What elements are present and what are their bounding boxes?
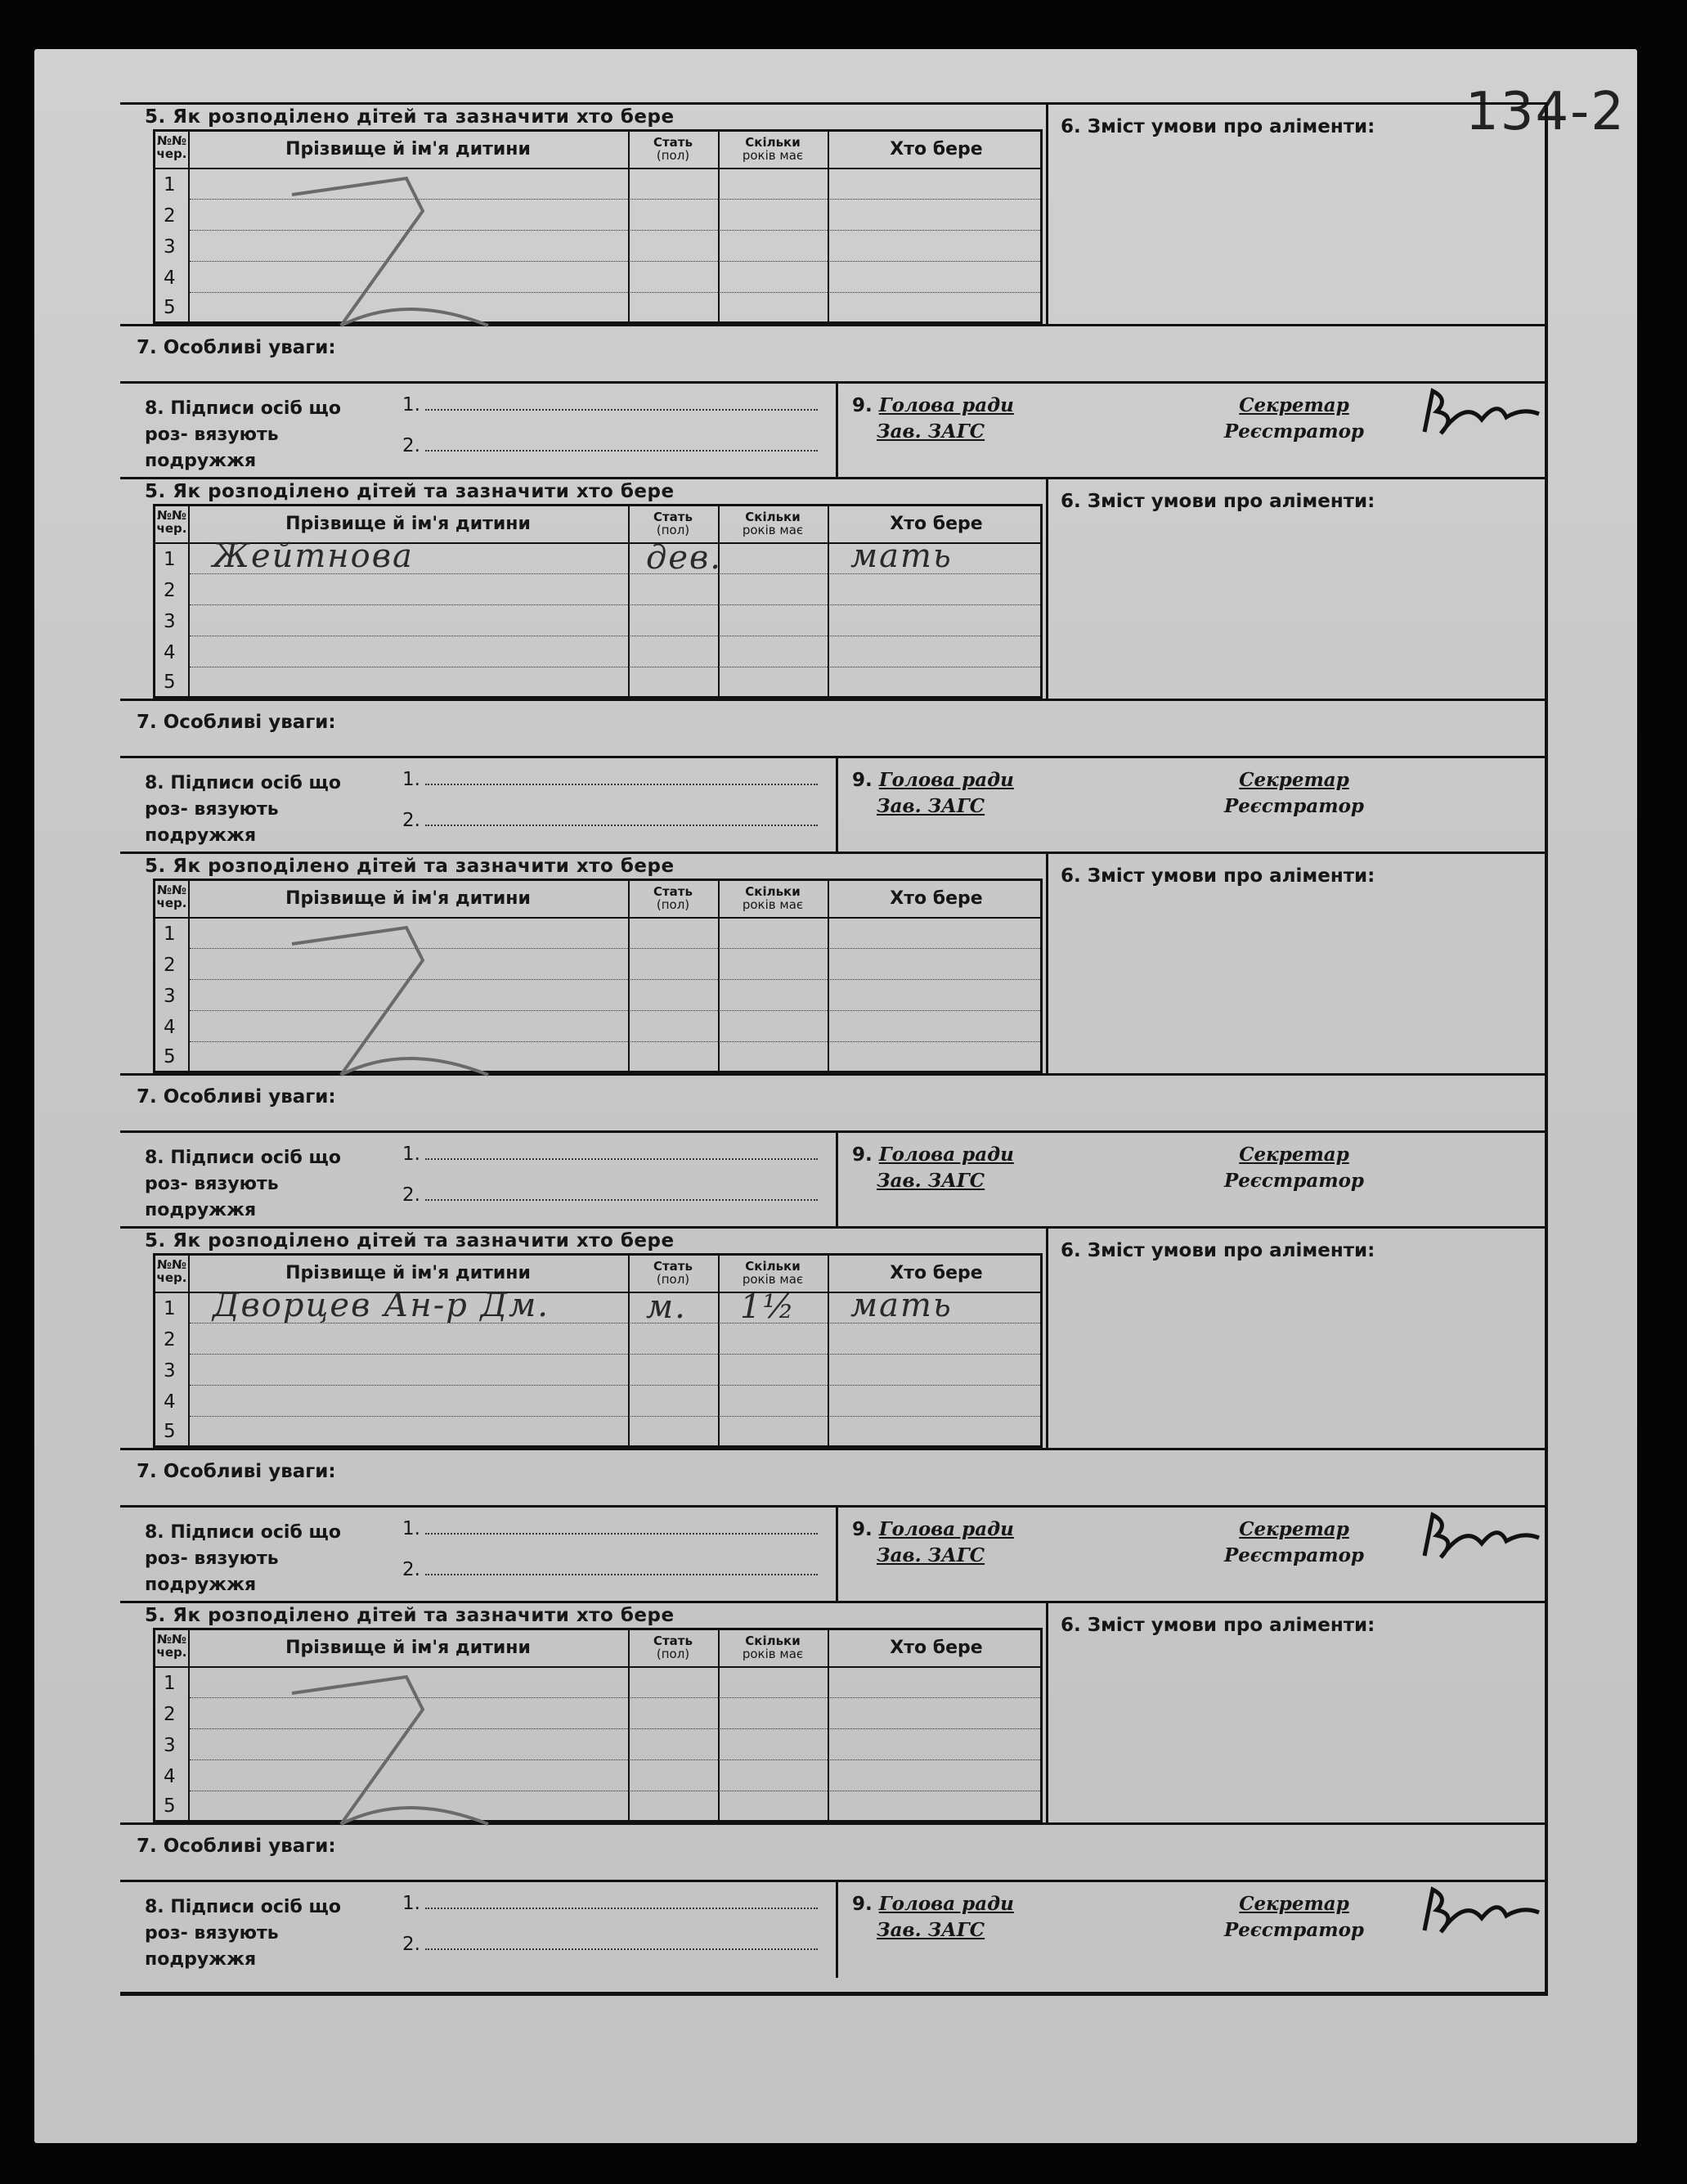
handwritten-signature: [1416, 1881, 1547, 1947]
handwritten-child-name: Дворцев Ан-р Дм.: [213, 1287, 550, 1324]
handwritten-signature: [1416, 383, 1547, 448]
column-header-who-takes: Хто бере: [890, 1638, 983, 1658]
cross-out-mark: [243, 911, 652, 1091]
signature-line-2: 2.: [402, 1934, 836, 1955]
row-number: 3: [164, 236, 176, 258]
signature-line-1: 1.: [402, 1518, 836, 1539]
column-header-number: №№ чер.: [156, 133, 187, 161]
divorce-record-4: [120, 1226, 1545, 1601]
column-header-age: Скільки років має: [742, 1259, 804, 1287]
handwritten-child-sex: дев.: [646, 539, 723, 577]
column-header-sex: Стать (пол): [653, 1259, 693, 1287]
secretary-registrar: Секретар Реєстратор: [1224, 394, 1365, 443]
handwritten-who-takes: мать: [850, 537, 953, 575]
signature-line-2: 2.: [402, 435, 836, 456]
divorce-register-form: [120, 102, 1548, 1996]
column-header-who-takes: Хто бере: [890, 1263, 983, 1283]
section-7-remarks: 7. Особливі уваги:: [137, 337, 336, 358]
column-header-sex: Стать (пол): [653, 884, 693, 912]
row-number: 3: [164, 1735, 176, 1756]
column-header-age: Скільки років має: [742, 135, 804, 163]
row-number: 5: [164, 672, 176, 693]
row-number: 2: [164, 955, 176, 976]
row-number: 4: [164, 267, 176, 289]
signature-line-1: 1.: [402, 769, 836, 790]
section-7-remarks: 7. Особливі уваги:: [137, 1836, 336, 1857]
divorce-record-3: [120, 852, 1545, 1226]
column-header-sex: Стать (пол): [653, 510, 693, 537]
section-8-signatures-label: 8. Підписи осіб що роз- вязують подружжя: [145, 398, 341, 471]
row-number: 3: [164, 611, 176, 632]
column-header-who-takes: Хто бере: [890, 514, 983, 534]
section-5-title: 5. Як розподілено дітей та зазначити хто бере: [145, 856, 675, 877]
row-number: 4: [164, 642, 176, 663]
signature-line-1: 1.: [402, 1144, 836, 1165]
children-table: [153, 504, 1043, 699]
section-6-alimony: 6. Зміст умови про аліменти:: [1061, 116, 1375, 137]
cross-out-mark: [243, 162, 652, 342]
row-number: 2: [164, 1329, 176, 1350]
row-number: 2: [164, 580, 176, 601]
secretary-registrar: Секретар Реєстратор: [1224, 1518, 1365, 1567]
section-5-title: 5. Як розподілено дітей та зазначити хто бере: [145, 106, 675, 128]
column-header-number: №№ чер.: [156, 1632, 187, 1660]
section-9-chairman: 9. Голова ради Зав. ЗАГС: [852, 1893, 1014, 1942]
handwritten-child-name: Жейтнова: [213, 537, 414, 575]
column-header-age: Скільки років має: [742, 884, 804, 912]
secretary-registrar: Секретар Реєстратор: [1224, 1893, 1365, 1942]
column-header-number: №№ чер.: [156, 883, 187, 910]
row-number: 5: [164, 297, 176, 318]
handwritten-signature: [1416, 1507, 1547, 1572]
section-8-signatures-label: 8. Підписи осіб що роз- вязують подружжя: [145, 1897, 341, 1970]
section-9-chairman: 9. Голова ради Зав. ЗАГС: [852, 1144, 1014, 1193]
section-6-alimony: 6. Зміст умови про аліменти:: [1061, 1240, 1375, 1261]
row-number: 2: [164, 205, 176, 227]
page-number: 134-2: [1465, 82, 1626, 142]
column-header-number: №№ чер.: [156, 1257, 187, 1285]
row-number: 2: [164, 1704, 176, 1725]
signature-line-2: 2.: [402, 810, 836, 831]
section-7-remarks: 7. Особливі уваги:: [137, 712, 336, 733]
column-header-who-takes: Хто бере: [890, 888, 983, 909]
signature-line-1: 1.: [402, 1893, 836, 1914]
column-header-sex: Стать (пол): [653, 135, 693, 163]
handwritten-child-sex: м.: [646, 1288, 687, 1326]
handwritten-who-takes: мать: [850, 1287, 953, 1324]
row-number: 4: [164, 1391, 176, 1413]
divorce-record-5: [120, 1601, 1545, 1975]
secretary-registrar: Секретар Реєстратор: [1224, 769, 1365, 818]
signature-line-1: 1.: [402, 394, 836, 416]
section-8-signatures-label: 8. Підписи осіб що роз- вязують подружжя: [145, 1148, 341, 1220]
row-number: 3: [164, 1360, 176, 1382]
row-number: 1: [164, 174, 176, 195]
section-7-remarks: 7. Особливі уваги:: [137, 1461, 336, 1482]
row-number: 3: [164, 986, 176, 1007]
column-header-age: Скільки років має: [742, 510, 804, 537]
column-header-sex: Стать (пол): [653, 1634, 693, 1661]
column-header-number: №№ чер.: [156, 508, 187, 536]
section-8-signatures-label: 8. Підписи осіб що роз- вязують подружжя: [145, 1522, 341, 1595]
row-number: 1: [164, 549, 176, 570]
section-8-signatures-label: 8. Підписи осіб що роз- вязують подружжя: [145, 773, 341, 846]
section-6-alimony: 6. Зміст умови про аліменти:: [1061, 865, 1375, 887]
secretary-registrar: Секретар Реєстратор: [1224, 1144, 1365, 1193]
column-header-child-name: Прізвище й ім'я дитини: [285, 888, 531, 909]
section-7-remarks: 7. Особливі уваги:: [137, 1086, 336, 1108]
section-5-title: 5. Як розподілено дітей та зазначити хто бере: [145, 1605, 675, 1626]
section-5-title: 5. Як розподілено дітей та зазначити хто бере: [145, 1230, 675, 1252]
row-number: 5: [164, 1795, 176, 1817]
signature-line-2: 2.: [402, 1184, 836, 1206]
section-9-chairman: 9. Голова ради Зав. ЗАГС: [852, 769, 1014, 818]
cross-out-mark: [243, 1660, 652, 1840]
column-header-who-takes: Хто бере: [890, 139, 983, 160]
signature-line-2: 2.: [402, 1559, 836, 1580]
column-header-child-name: Прізвище й ім'я дитини: [285, 514, 531, 534]
section-6-alimony: 6. Зміст умови про аліменти:: [1061, 491, 1375, 512]
handwritten-child-age: 1½: [740, 1288, 796, 1326]
divorce-record-2: [120, 477, 1545, 852]
section-9-chairman: 9. Голова ради Зав. ЗАГС: [852, 1518, 1014, 1567]
section-6-alimony: 6. Зміст умови про аліменти:: [1061, 1615, 1375, 1636]
row-number: 4: [164, 1766, 176, 1787]
row-number: 5: [164, 1421, 176, 1442]
section-9-chairman: 9. Голова ради Зав. ЗАГС: [852, 394, 1014, 443]
column-header-child-name: Прізвище й ім'я дитини: [285, 1263, 531, 1283]
column-header-child-name: Прізвище й ім'я дитини: [285, 139, 531, 160]
row-number: 1: [164, 923, 176, 945]
row-number: 1: [164, 1298, 176, 1319]
children-table: [153, 1253, 1043, 1448]
divorce-record-1: [120, 102, 1545, 477]
column-header-age: Скільки років має: [742, 1634, 804, 1661]
row-number: 4: [164, 1017, 176, 1038]
column-header-child-name: Прізвище й ім'я дитини: [285, 1638, 531, 1658]
section-5-title: 5. Як розподілено дітей та зазначити хто бере: [145, 481, 675, 502]
row-number: 1: [164, 1673, 176, 1694]
row-number: 5: [164, 1046, 176, 1067]
